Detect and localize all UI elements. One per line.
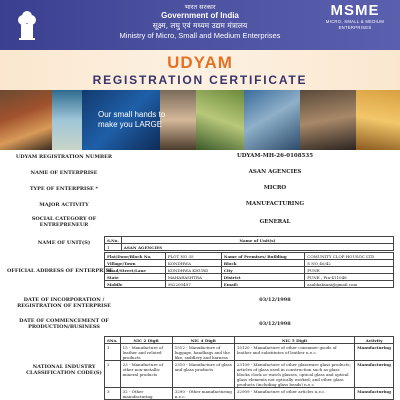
nic-cell: 23109 - Manufacture of other glassware glass products; articles of glass used in construction such as glass blocks clock or watch glasses, optical glass and optical glass elements not optically worked; and other glass products (including glass beads) n.e.c [234, 361, 354, 388]
units-col-sno: S.No. [105, 237, 122, 244]
gov-english-text: Government of India [161, 11, 239, 20]
tagline-line-2: make you LARGE [98, 120, 163, 129]
nic-cell: Manufacturing [355, 344, 394, 361]
address-cell: KONDHWA KHURD [165, 267, 221, 274]
nic-cell: 15120 - Manufacture of other consumer goods of leather and substitutes of leather n.e.c. [234, 344, 354, 361]
reg-number-value: UDYAM-MH-26-0108535 [236, 153, 314, 159]
nic-cell: Manufacturing [355, 361, 394, 388]
address-cell: MAHARASHTRA [165, 274, 221, 281]
nic-codes-label-line2: CLASSIFICATION CODE(S) [26, 370, 102, 376]
social-category-label [4, 216, 124, 228]
nic-cell: 2310 - Manufacture of glass and glass products [172, 361, 234, 388]
nic-cell: Manufacturing [355, 388, 394, 400]
social-category-value: GENERAL [259, 219, 291, 225]
address-cell: Road/Street/Lane [105, 267, 166, 274]
nic-cell: 23 - Manufacture of other non-metallic mineral products [120, 361, 172, 388]
commencement-date-label-line2: PRODUCTION/BUSINESS [28, 324, 100, 330]
address-cell: District [221, 274, 304, 281]
banner-photo-goods [356, 90, 400, 150]
msme-logo-word: MSME [330, 2, 380, 19]
address-cell: PUNE [305, 267, 394, 274]
enterprise-type-value: MICRO [263, 185, 287, 191]
table-row [105, 361, 394, 388]
banner-photo-weaver [300, 90, 356, 150]
registration-certificate-title: REGISTRATION CERTIFICATE [92, 73, 308, 87]
incorporation-date-value: 03/12/1998 [259, 297, 291, 303]
table-row [105, 344, 394, 361]
address-cell: S NO 40/42 [305, 260, 394, 267]
table-row [105, 244, 394, 251]
address-cell: KONDHWA [165, 260, 221, 267]
msme-logo-subtitle: MICRO, SMALL & MEDIUM ENTERPRISES [325, 19, 385, 30]
gov-hindi-text: भारत सरकार [184, 3, 216, 11]
social-category-label-line2: ENTREPRENEUR [39, 222, 89, 228]
tagline-line-1: Our small hands to [98, 110, 166, 119]
banner-photo-worker [52, 90, 82, 150]
table-row [105, 237, 394, 244]
table-row [105, 267, 394, 274]
official-address-label: OFFICIAL ADDRESS OF ENTERPRISE [6, 268, 113, 274]
table-row [105, 274, 394, 281]
nic-cell: 1512 - Manufacture of luggage, handbags and the like, saddlery and harness [172, 344, 234, 361]
address-cell: Email: [221, 281, 304, 288]
banner-tagline [98, 110, 165, 130]
commencement-date-label [4, 318, 124, 330]
units-cell-sno: 1 [105, 244, 122, 251]
ministry-hindi-text: सूक्ष्म, लघु एवं मध्यम उद्यम मंत्रालय [152, 21, 248, 30]
ministry-english-text: Ministry of Micro, Small and Medium Enterprises [119, 31, 281, 40]
address-cell: asahkaksani@gmail.com [305, 281, 394, 288]
address-cell: Mobile [105, 281, 166, 288]
nic-header-cell: NIC 2 Digit [120, 337, 172, 344]
certificate-header [0, 0, 400, 50]
nic-cell: 2 [105, 361, 121, 388]
address-cell: Block [221, 260, 304, 267]
address-cell: PLOT NO 35 [165, 253, 221, 260]
table-row [105, 388, 394, 400]
banner-photo-factory [244, 90, 300, 150]
table-row [105, 337, 394, 344]
nic-cell: 3 [105, 388, 121, 400]
enterprise-name-label: NAME OF ENTERPRISE [30, 170, 98, 176]
major-activity-label: MAJOR ACTIVITY [39, 202, 89, 208]
enterprise-name-value: ASAN AGENCIES [248, 169, 302, 175]
address-cell: COMUNITY CLOP HOUSOC LTD [305, 253, 394, 260]
nic-header-cell: NIC 4 Digit [172, 337, 234, 344]
unit-names-table [104, 236, 394, 251]
nic-header-cell: SNo. [105, 337, 121, 344]
address-cell: Village/Town [105, 260, 166, 267]
address-cell: State [105, 274, 166, 281]
nic-header-cell: NIC 5 Digit [234, 337, 354, 344]
address-cell: PUNE , Pin-411048 [305, 274, 394, 281]
certificate-body [0, 152, 400, 400]
address-cell: 982200497 [165, 281, 221, 288]
nic-cell: 32909 - Manufacture of other articles n.e.c. [234, 388, 354, 400]
unit-names-label: NAME OF UNIT(S) [37, 240, 91, 246]
address-cell: Flat/Door/Block No. [105, 253, 166, 260]
units-cell-name: ASAN AGENCIES [121, 244, 393, 251]
incorporation-date-label [4, 297, 124, 309]
table-row [105, 281, 394, 288]
nic-cell: 32 - Other manufacturing [120, 388, 172, 400]
udyam-title: UDYAM [167, 53, 233, 72]
nic-cell: 3290 - Other manufacturing n.e.c. [172, 388, 234, 400]
nic-cell: 1 [105, 344, 121, 361]
address-cell: City [221, 267, 304, 274]
nic-cell: 15 - Manufacture of leather and related products [120, 344, 172, 361]
banner-photo-craft [160, 90, 196, 150]
table-row [105, 253, 394, 260]
reg-number-label: UDYAM REGISTRATION NUMBER [15, 154, 113, 160]
enterprise-type-label: TYPE OF ENTERPRISE * [29, 186, 99, 192]
table-row [105, 260, 394, 267]
official-address-table [104, 252, 394, 288]
commencement-date-value: 03/12/1998 [259, 321, 291, 327]
major-activity-value: MANUFACTURING [245, 201, 305, 207]
certificate-title-band [0, 50, 400, 90]
incorporation-date-label-line2: REGISTRATION OF ENTERPRISE [17, 303, 111, 309]
banner-photo-artisan [0, 90, 52, 150]
banner-photo-shop [196, 90, 244, 150]
msme-logo [320, 3, 390, 31]
incorporation-date-label-line1: DATE OF INCORPORATION / [23, 297, 105, 303]
address-cell: Name of Premises/ Building [221, 253, 304, 260]
nic-header-cell: Activity [355, 337, 394, 344]
commencement-date-label-line1: DATE OF COMMENCEMENT OF [19, 318, 109, 324]
social-category-label-line1: SOCIAL CATEGORY OF [31, 216, 97, 222]
units-col-name: Name of Unit(s) [121, 237, 393, 244]
photo-banner [0, 90, 400, 150]
nic-codes-label-line1: NATIONAL INDUSTRY [32, 364, 96, 370]
nic-codes-table [104, 336, 394, 400]
